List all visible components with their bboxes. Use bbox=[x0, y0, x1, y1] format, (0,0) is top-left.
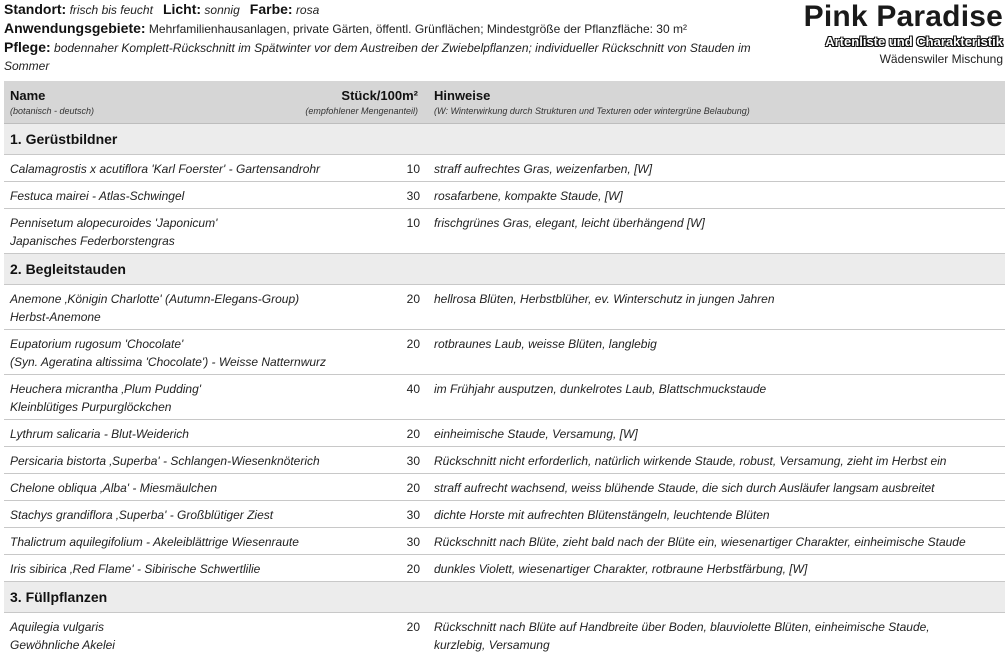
care-line bbox=[4, 38, 764, 75]
mix-subtitle: Artenliste und Charakteristik bbox=[825, 34, 1003, 49]
table-header bbox=[4, 81, 1005, 124]
table-row bbox=[4, 528, 1005, 555]
plant-name-botanical: Eupatorium rugosum 'Chocolate' bbox=[10, 337, 184, 351]
plant-quantity: 20 bbox=[406, 481, 420, 495]
plant-quantity: 10 bbox=[406, 216, 420, 230]
plant-notes: straff aufrechtes Gras, weizenfarben, [W] bbox=[434, 162, 653, 176]
farbe-value: rosa bbox=[295, 3, 320, 17]
farbe-label: Farbe: bbox=[249, 1, 293, 17]
mix-name: Wädenswiler Mischung bbox=[879, 52, 1003, 66]
plant-name bbox=[10, 380, 400, 416]
pflege-value: bodennaher Komplett-Rückschnitt im Spätwinter vor dem Austreiben der Zwiebelpflanzen; individueller Rückschnitt von Stauden im Sommer bbox=[4, 41, 751, 73]
table-row bbox=[4, 420, 1005, 447]
plant-notes: Rückschnitt nicht erforderlich, natürlich wirkende Staude, robust, Versamung, zieht im Herbst ein bbox=[434, 454, 947, 468]
standort-value: frisch bis feucht bbox=[69, 3, 153, 17]
plant-name-botanical: Heuchera micrantha ‚Plum Pudding' bbox=[10, 382, 202, 396]
plant-name-botanical: Persicaria bistorta ‚Superba' - Schlangen-Wiesenknöterich bbox=[10, 454, 320, 468]
plant-quantity: 40 bbox=[406, 382, 420, 396]
col-notes-header: Hinweise bbox=[434, 88, 491, 103]
plant-name-botanical: Lythrum salicaria - Blut-Weiderich bbox=[10, 427, 189, 441]
table-row bbox=[4, 474, 1005, 501]
plant-name-botanical: Stachys grandiflora ‚Superba' - Großblütiger Ziest bbox=[10, 508, 274, 522]
table-row bbox=[4, 447, 1005, 474]
plant-name bbox=[10, 187, 400, 205]
plant-name-common: Gewöhnliche Akelei bbox=[10, 638, 115, 652]
plant-name bbox=[10, 335, 400, 371]
section-heading: 2. Begleitstauden bbox=[4, 254, 1005, 285]
plant-name bbox=[10, 618, 400, 654]
plant-name bbox=[10, 560, 400, 578]
plant-notes bbox=[434, 618, 999, 654]
plant-quantity: 20 bbox=[406, 562, 420, 576]
plant-name bbox=[10, 452, 400, 470]
plant-quantity: 20 bbox=[406, 292, 420, 306]
site-line bbox=[4, 0, 764, 19]
pflege-label: Pflege: bbox=[4, 39, 51, 55]
brand-block bbox=[804, 0, 1003, 67]
col-qty-subheader: (empfohlener Mengenanteil) bbox=[305, 106, 418, 116]
species-table bbox=[4, 81, 1005, 657]
plant-name bbox=[10, 479, 400, 497]
plant-name-botanical: Pennisetum alopecuroides 'Japonicum' bbox=[10, 216, 218, 230]
plant-name-botanical: Aquilegia vulgaris bbox=[10, 620, 105, 634]
plant-notes: Rückschnitt nach Blüte, zieht bald nach der Blüte ein, wiesenartiger Charakter, einheimische Staude bbox=[434, 535, 966, 549]
plant-quantity: 30 bbox=[406, 189, 420, 203]
plant-name-common: Japanisches Federborstengras bbox=[10, 234, 175, 248]
anwendung-label: Anwendungsgebiete: bbox=[4, 20, 146, 36]
section-heading: 3. Füllpflanzen bbox=[4, 582, 1005, 613]
col-name-subheader: (botanisch - deutsch) bbox=[10, 106, 95, 116]
plant-name-botanical: Iris sibirica ‚Red Flame' - Sibirische Schwertlilie bbox=[10, 562, 261, 576]
table-row bbox=[4, 555, 1005, 582]
plant-notes: rotbraunes Laub, weisse Blüten, langlebig bbox=[434, 337, 657, 351]
table-row bbox=[4, 285, 1005, 330]
plant-notes: rosafarbene, kompakte Staude, [W] bbox=[434, 189, 623, 203]
plant-quantity: 30 bbox=[406, 508, 420, 522]
standort-label: Standort: bbox=[4, 1, 67, 17]
plant-quantity: 30 bbox=[406, 535, 420, 549]
table-row bbox=[4, 330, 1005, 375]
table-row bbox=[4, 155, 1005, 182]
table-row bbox=[4, 182, 1005, 209]
plant-quantity: 30 bbox=[406, 454, 420, 468]
plant-notes: frischgrünes Gras, elegant, leicht überhängend [W] bbox=[434, 216, 705, 230]
plant-name-common: (Syn. Ageratina altissima 'Chocolate') - Weisse Natternwurz bbox=[10, 355, 327, 369]
usage-line bbox=[4, 19, 764, 38]
col-notes-subheader: (W: Winterwirkung durch Strukturen und Texturen oder wintergrüne Belaubung) bbox=[434, 106, 750, 116]
licht-value: sonnig bbox=[204, 3, 240, 17]
plant-quantity: 20 bbox=[406, 427, 420, 441]
table-row bbox=[4, 375, 1005, 420]
plant-quantity: 20 bbox=[406, 337, 420, 351]
plant-name-common: Kleinblütiges Purpurglöckchen bbox=[10, 400, 172, 414]
section-heading: 1. Gerüstbildner bbox=[4, 124, 1005, 155]
plant-quantity: 20 bbox=[406, 620, 420, 634]
plant-name-botanical: Chelone obliqua ‚Alba' - Miesmäulchen bbox=[10, 481, 218, 495]
plant-quantity: 10 bbox=[406, 162, 420, 176]
plant-name-common: Herbst-Anemone bbox=[10, 310, 101, 324]
col-name-header: Name bbox=[10, 88, 46, 103]
mix-title: Pink Paradise bbox=[803, 0, 1003, 33]
plant-notes: im Frühjahr ausputzen, dunkelrotes Laub, Blattschmuckstaude bbox=[434, 382, 767, 396]
plant-name bbox=[10, 533, 400, 551]
plant-name-botanical: Anemone ‚Königin Charlotte' (Autumn-Elegans-Group) bbox=[10, 292, 300, 306]
plant-notes: dichte Horste mit aufrechten Blütenstängeln, leuchtende Blüten bbox=[434, 508, 770, 522]
table-row bbox=[4, 209, 1005, 254]
plant-notes: hellrosa Blüten, Herbstblüher, ev. Winterschutz in jungen Jahren bbox=[434, 292, 775, 306]
table-row bbox=[4, 613, 1005, 657]
anwendung-value: Mehrfamilienhausanlagen, private Gärten, öffentl. Grünflächen; Mindestgröße der Pflanzfläche: 30 m² bbox=[148, 22, 687, 36]
plant-name-botanical: Thalictrum aquilegifolium - Akeleiblättrige Wiesenraute bbox=[10, 535, 299, 549]
plant-notes-line: kurzlebig, Versamung bbox=[434, 638, 550, 652]
plant-notes: dunkles Violett, wiesenartiger Charakter, rotbraune Herbstfärbung, [W] bbox=[434, 562, 808, 576]
site-info bbox=[4, 0, 764, 75]
plant-name bbox=[10, 214, 400, 250]
plant-notes-line: Rückschnitt nach Blüte auf Handbreite über Boden, blauviolette Blüten, einheimische Staude, bbox=[434, 620, 930, 634]
table-row bbox=[4, 501, 1005, 528]
plant-name-botanical: Festuca mairei - Atlas-Schwingel bbox=[10, 189, 185, 203]
col-qty-header: Stück/100m² bbox=[341, 88, 418, 103]
plant-notes: straff aufrecht wachsend, weiss blühende Staude, die sich durch Ausläufer langsam ausbreitet bbox=[434, 481, 935, 495]
plant-notes: einheimische Staude, Versamung, [W] bbox=[434, 427, 638, 441]
plant-name-botanical: Calamagrostis x acutiflora 'Karl Foerster' - Gartensandrohr bbox=[10, 162, 321, 176]
plant-name bbox=[10, 425, 400, 443]
licht-label: Licht: bbox=[162, 1, 202, 17]
plant-name bbox=[10, 160, 400, 178]
plant-name bbox=[10, 506, 400, 524]
plant-name bbox=[10, 290, 400, 326]
